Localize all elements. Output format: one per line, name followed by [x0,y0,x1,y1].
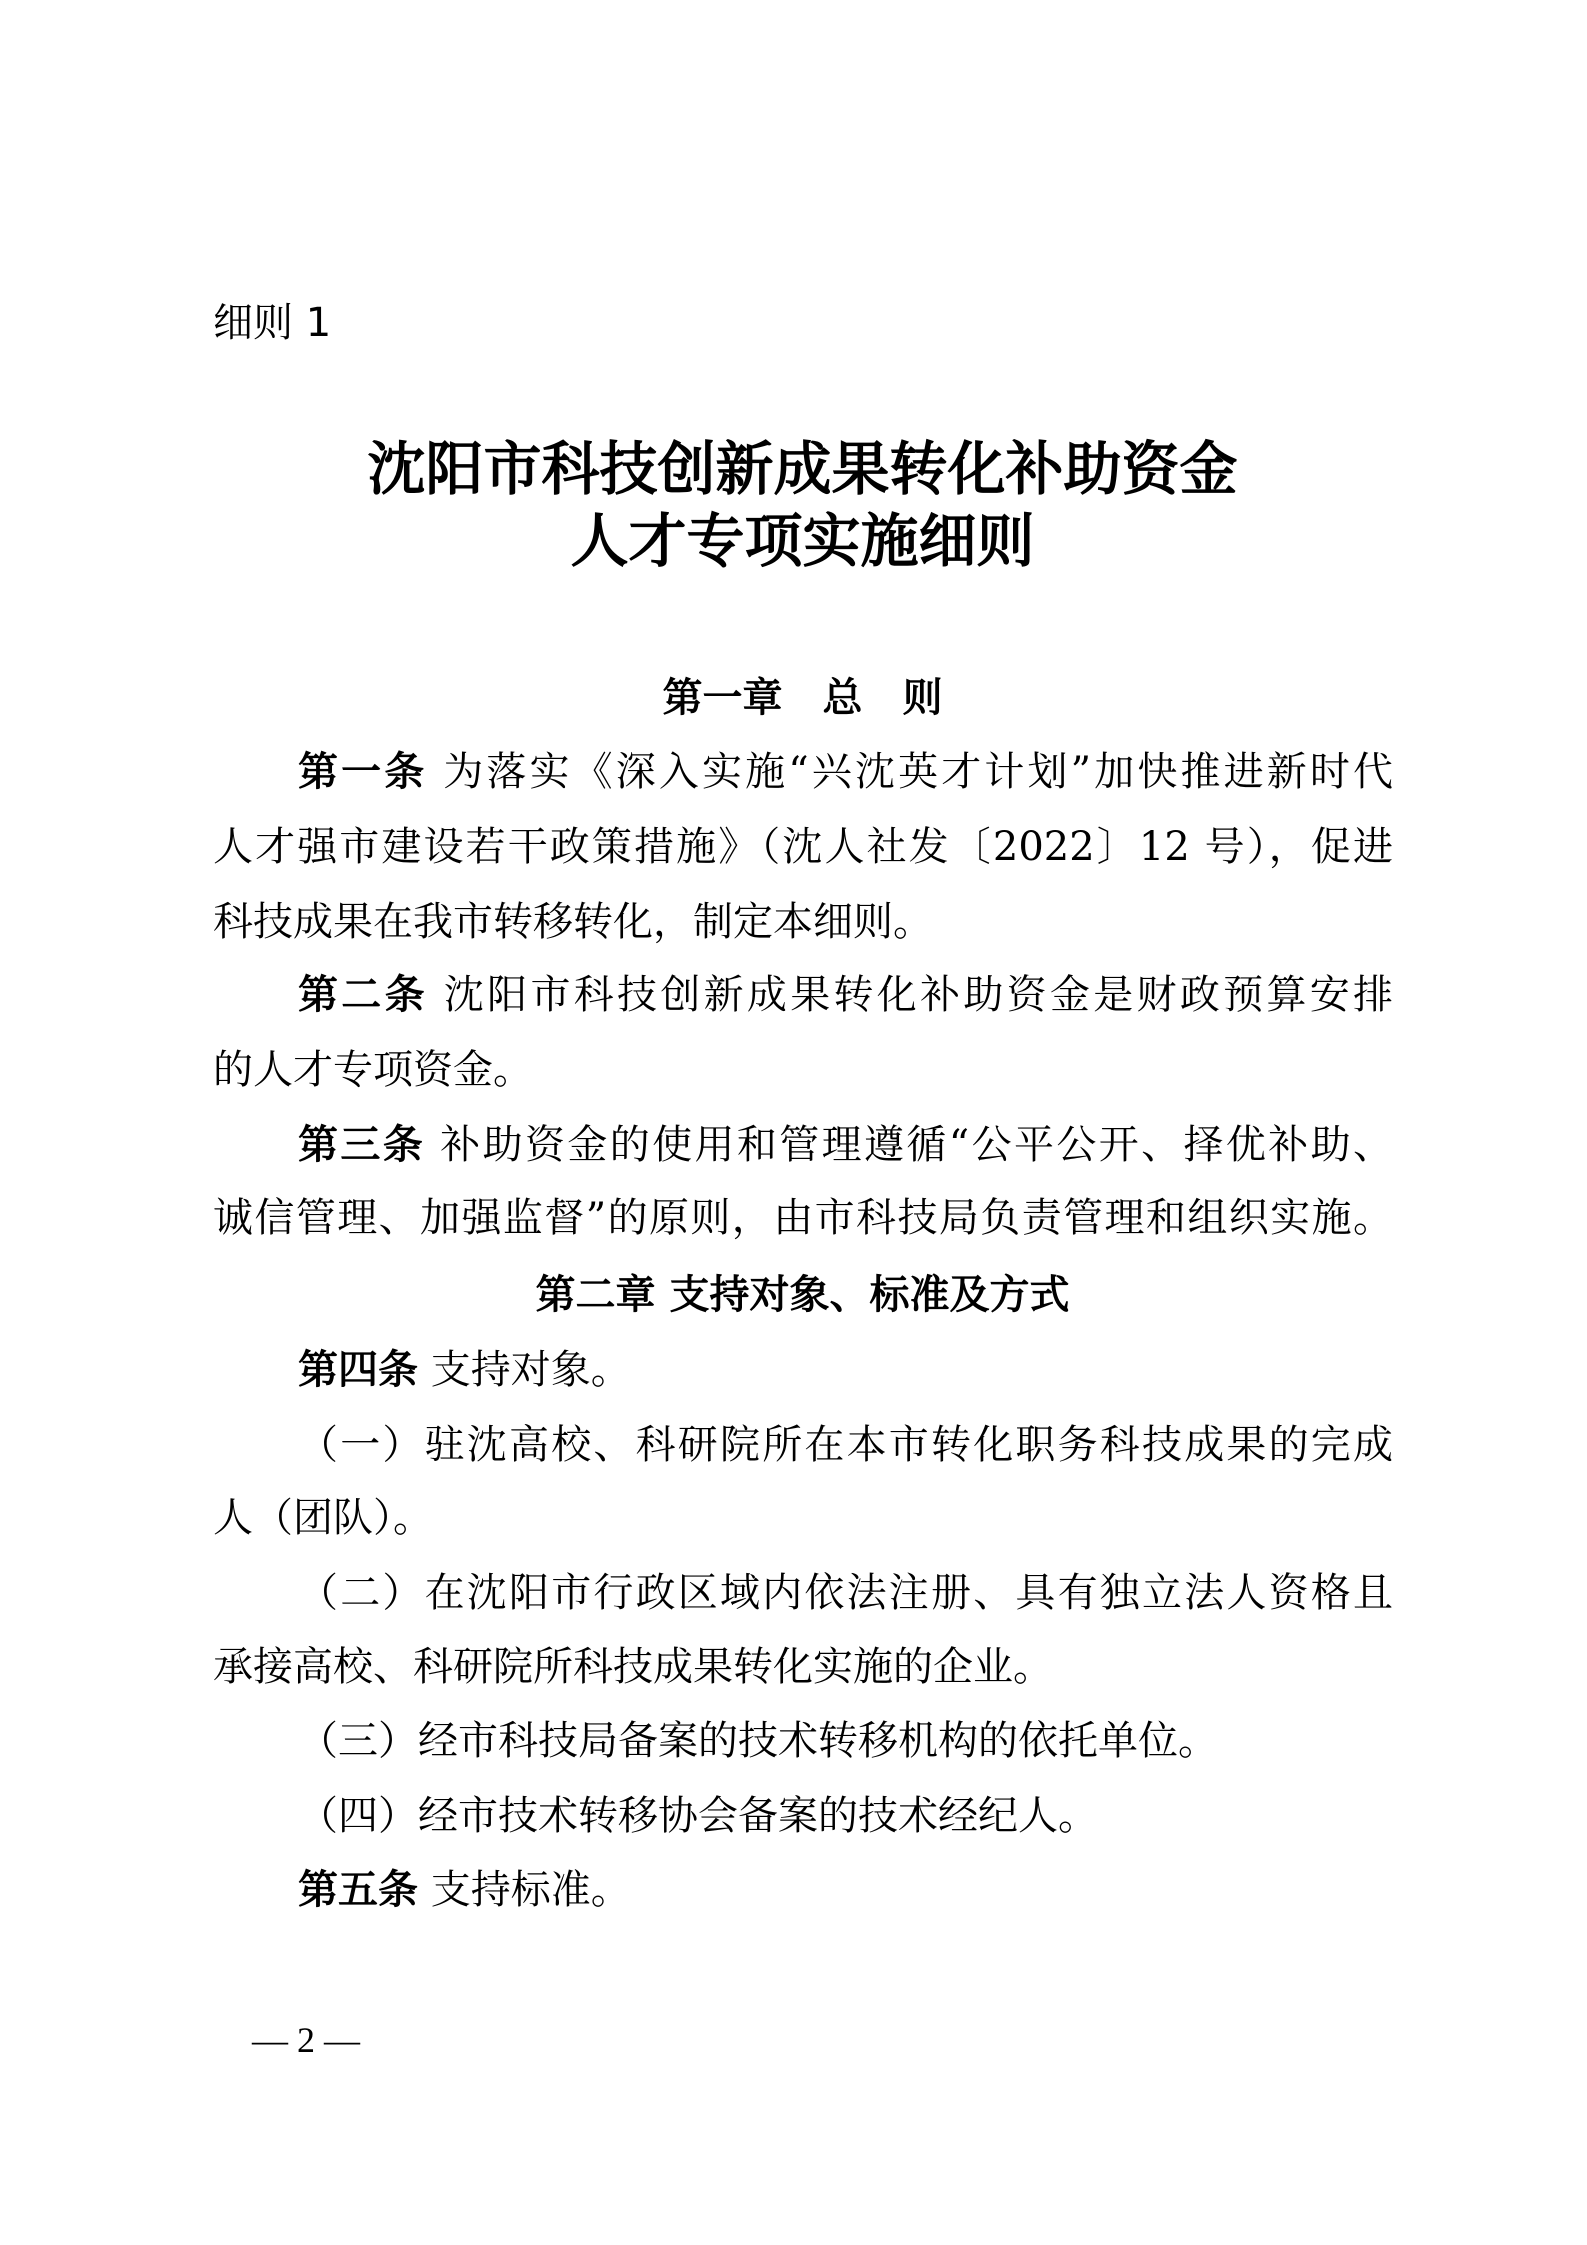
article-2-line-2: 的人才专项资金。 [213,1047,533,1093]
article-1-line-3: 科技成果在我市转移转化，制定本细则。 [213,899,933,945]
item-2-line-1: （二）在沈阳市行政区域内依法注册、具有独立法人资格且 [298,1570,1393,1616]
chapter-heading: 第一章 总 则 [662,675,943,721]
article-lead: 第四条 [298,1347,418,1393]
page-number: — 2 — [252,2020,360,2060]
item-1-line-2: 人（团队）。 [213,1495,433,1541]
item-4-line-1: （四）经市技术转移协会备案的技术经纪人。 [298,1793,1098,1839]
article-text: 支持标准。 [430,1867,631,1913]
article-4-line-1 [298,1347,631,1393]
article-lead: 第五条 [298,1867,418,1913]
document-title-line-1: 沈阳市科技创新成果转化补助资金 [367,435,1238,503]
article-3-line-2: 诚信管理、加强监督”的原则，由市科技局负责管理和组织实施。 [213,1195,1393,1241]
article-3-line-1 [298,1122,1393,1168]
article-lead: 第三条 [298,1122,426,1168]
article-lead: 第二条 [298,972,428,1018]
article-text: 为落实《深入实施“兴沈英才计划”加快推进新时代 [443,749,1394,795]
article-1-line-1 [298,749,1394,795]
item-3-line-1: （三）经市科技局备案的技术转移机构的依托单位。 [298,1718,1218,1764]
article-2-line-1 [298,972,1394,1018]
article-1-line-2: 人才强市建设若干政策措施》（沈人社发〔2022〕12 号），促进 [213,824,1393,870]
article-5-line-1 [298,1867,631,1913]
article-text: 补助资金的使用和管理遵循“公平公开、择优补助、 [440,1122,1393,1168]
item-2-line-2: 承接高校、科研院所科技成果转化实施的企业。 [213,1644,1053,1690]
article-text: 沈阳市科技创新成果转化补助资金是财政预算安排 [443,972,1394,1018]
document-title-line-2: 人才专项实施细则 [570,507,1035,575]
document-label: 细则 1 [213,300,332,346]
item-1-line-1: （一）驻沈高校、科研院所在本市转化职务科技成果的完成 [298,1422,1393,1468]
article-text: 支持对象。 [430,1347,631,1393]
article-lead: 第一条 [298,749,428,795]
chapter-heading: 第二章 支持对象、标准及方式 [535,1272,1070,1318]
